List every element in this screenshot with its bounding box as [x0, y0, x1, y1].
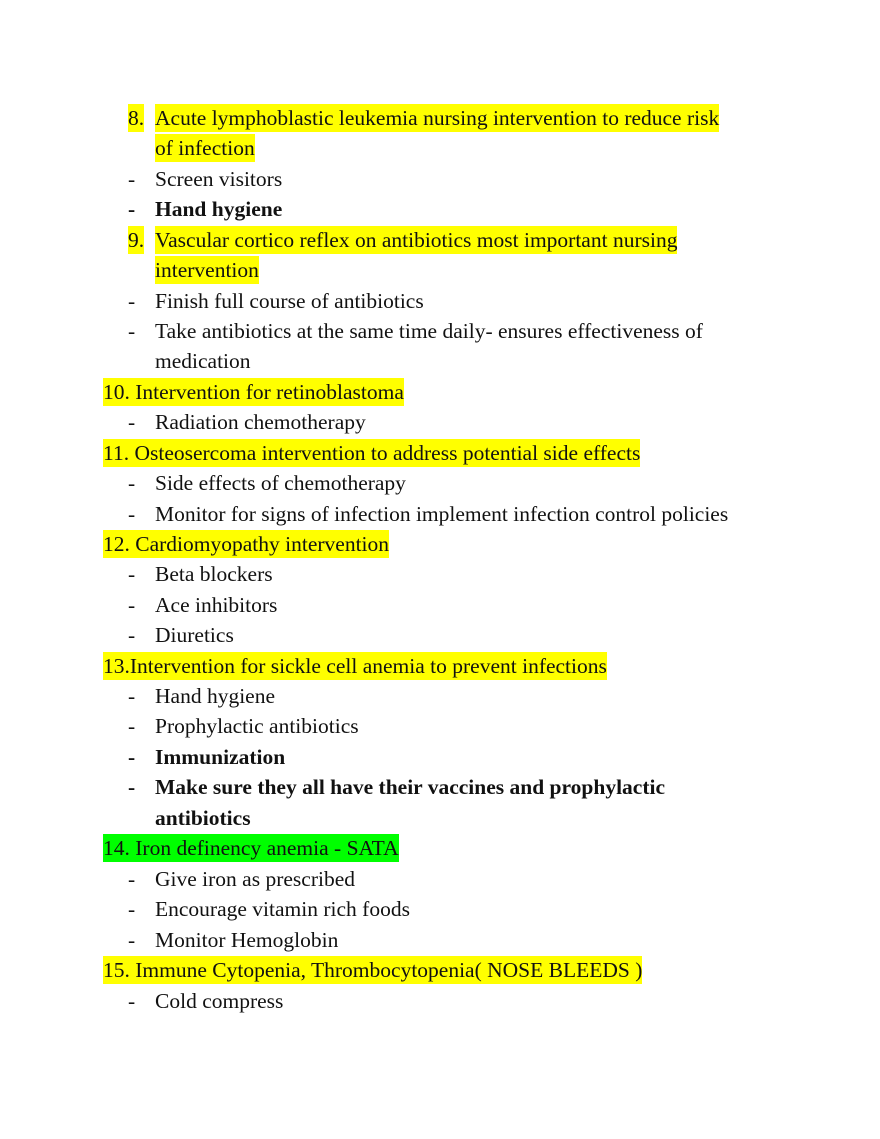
bullet-dash: -	[128, 897, 136, 921]
bullet-dash: -	[128, 197, 136, 221]
bullet-dash: -	[128, 502, 136, 526]
bullet-text: Cold compress	[155, 989, 284, 1013]
bullet-text: Give iron as prescribed	[155, 867, 355, 891]
item-number: 8.	[128, 106, 145, 130]
bullet-text: Beta blockers	[155, 562, 273, 586]
item-15-title: 15. Immune Cytopenia, Thrombocytopenia( NOSE BLEEDS )	[103, 958, 643, 982]
item-title-line: of infection	[155, 136, 255, 160]
bullet-dash: -	[128, 714, 136, 738]
item-13-title: 13.Intervention for sickle cell anemia to prevent infections	[103, 654, 607, 678]
bullet-dash: -	[128, 928, 136, 952]
bullet-text: antibiotics	[155, 806, 251, 830]
bullet-text: Hand hygiene	[155, 197, 283, 221]
item-14-title: 14. Iron definency anemia - SATA	[103, 836, 399, 860]
bullet-text: medication	[155, 349, 251, 373]
bullet-text: Monitor Hemoglobin	[155, 928, 339, 952]
bullet-text: Ace inhibitors	[155, 593, 278, 617]
bullet-dash: -	[128, 562, 136, 586]
bullet-dash: -	[128, 319, 136, 343]
bullet-text: Make sure they all have their vaccines and prophylactic	[155, 775, 666, 799]
bullet-text: Hand hygiene	[155, 684, 276, 708]
item-number: 9.	[128, 228, 145, 252]
bullet-dash: -	[128, 989, 136, 1013]
bullet-dash: -	[128, 684, 136, 708]
item-title-line: Acute lymphoblastic leukemia nursing intervention to reduce risk	[155, 106, 720, 130]
bullet-text: Radiation chemotherapy	[155, 410, 366, 434]
item-title-line: Vascular cortico reflex on antibiotics most important nursing	[155, 228, 678, 252]
bullet-text: Screen visitors	[155, 167, 283, 191]
bullet-text: Monitor for signs of infection implement infection control policies	[155, 502, 729, 526]
item-12-title: 12. Cardiomyopathy intervention	[103, 532, 390, 556]
bullet-text: Finish full course of antibiotics	[155, 289, 424, 313]
bullet-dash: -	[128, 289, 136, 313]
bullet-text: Side effects of chemotherapy	[155, 471, 406, 495]
bullet-text: Prophylactic antibiotics	[155, 714, 359, 738]
bullet-text: Diuretics	[155, 623, 234, 647]
item-10-title: 10. Intervention for retinoblastoma	[103, 380, 404, 404]
bullet-dash: -	[128, 623, 136, 647]
bullet-dash: -	[128, 593, 136, 617]
bullet-dash: -	[128, 745, 136, 769]
bullet-dash: -	[128, 471, 136, 495]
bullet-dash: -	[128, 775, 136, 799]
bullet-text: Immunization	[155, 745, 286, 769]
item-11-title: 11. Osteosercoma intervention to address potential side effects	[103, 441, 641, 465]
bullet-text: Encourage vitamin rich foods	[155, 897, 410, 921]
bullet-text: Take antibiotics at the same time daily- ensures effectiveness of	[155, 319, 703, 343]
bullet-dash: -	[128, 867, 136, 891]
bullet-dash: -	[128, 410, 136, 434]
bullet-dash: -	[128, 167, 136, 191]
item-title-line: intervention	[155, 258, 259, 282]
